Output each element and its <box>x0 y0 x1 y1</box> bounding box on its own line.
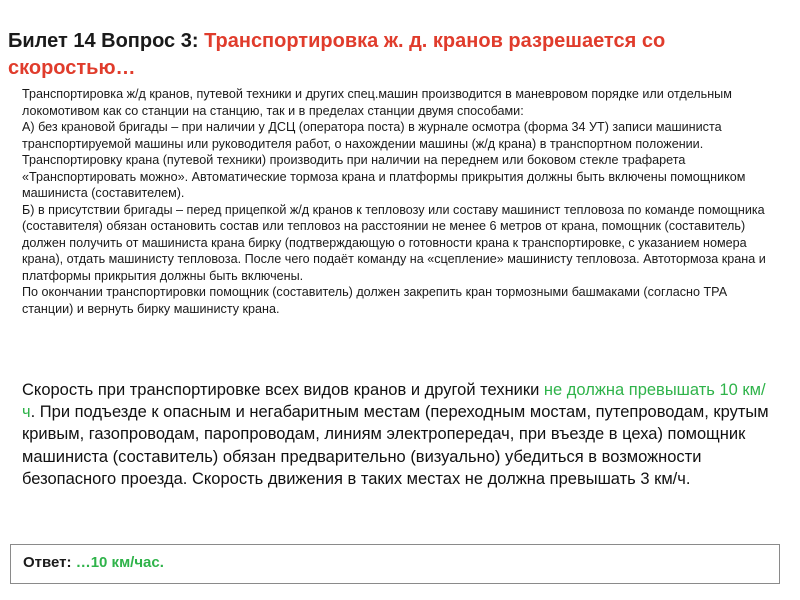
answer-label: Ответ: <box>23 554 72 571</box>
explanation-block <box>22 86 778 317</box>
speed-text-rest: . При подъезде к опасным и негабаритным местам (переходным мостам, путепроводам, крутым кривым, газопроводам, паропроводам, линиям электропередач, при въезде в цеха) помощник машиниста (составитель) обязан предварительно (визуально) убедиться в возможности безопасного проезда. Скорость движения в таких местах не должна превышать 3 км/ч. <box>22 403 769 488</box>
speed-limit-highlight: не должна превышать 10 км/ч <box>22 381 766 422</box>
speed-paragraph <box>22 379 778 490</box>
slide-title <box>8 28 778 82</box>
speed-text-start: Скорость при транспортировке всех видов кранов и другой техники <box>22 381 544 399</box>
closing-paragraph: По окончании транспортировки помощник (составитель) должен закрепить кран тормозными башмаками (согласно ТРА станции) и вернуть бирку машинисту крана. <box>22 285 728 316</box>
answer-value: …10 км/час. <box>75 554 164 571</box>
intro-paragraph: Транспортировка ж/д кранов, путевой техники и других спец.машин производится в маневровом порядке или отдельным локомотивом как со станции на станцию, так и в пределах станции двумя способами: <box>22 87 732 118</box>
option-b-paragraph: Б) в присутствии бригады – перед прицепкой ж/д кранов к тепловозу или составу машинист тепловоза по команде помощника (составителя) обязан остановить состав или тепловоз на расстоянии не менее 6 метров от крана, помощник (составитель) должен получить от машиниста крана бирку (подтверждающую о готовности крана к транспортировке, с указанием номера крана), отдать машинисту тепловоза. После чего подаёт команду на «сцепление» машинисту тепловоза. Автотормоза крана и платформы прикрытия должны быть включены. <box>22 202 766 283</box>
question-text: Транспортировка ж. д. кранов разрешается со скоростью… <box>8 30 666 79</box>
answer-line <box>23 554 164 571</box>
option-a-paragraph: А) без крановой бригады – при наличии у ДСЦ (оператора поста) в журнале осмотра (форма 34 УТ) записи машиниста транспортируемой машины или руководителя работ, о нахождении машины (ж/д крана) в транспортном положении. Транспортировку крана (путевой техники) производить при наличии на переднем или боковом стекле трафарета «Транспортировать можно». Автоматические тормоза крана и платформы прикрытия должны быть включены помощником машиниста (составителем). <box>22 120 746 200</box>
answer-box <box>10 544 780 584</box>
ticket-label: Билет 14 Вопрос 3: <box>8 30 199 52</box>
